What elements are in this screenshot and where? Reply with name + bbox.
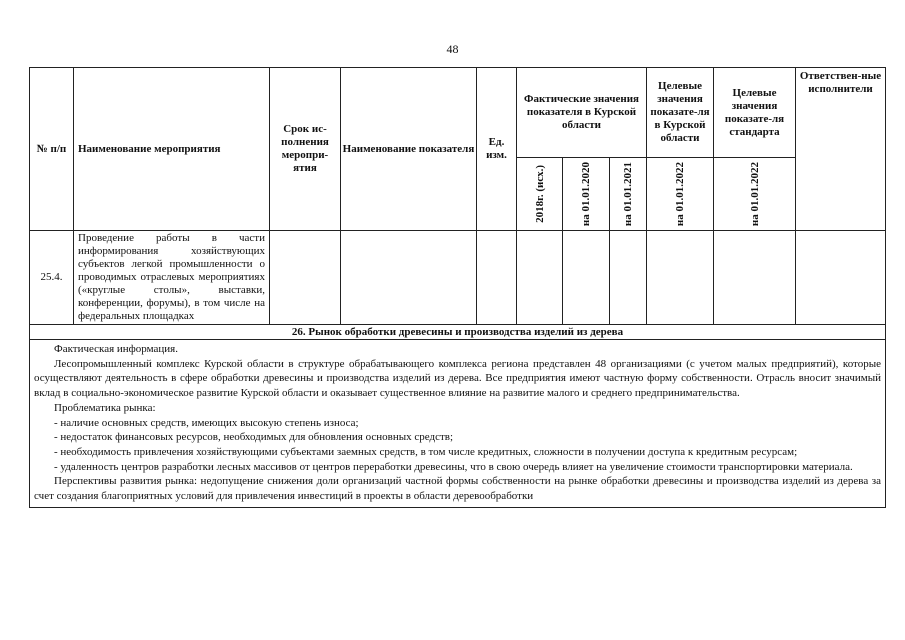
row-empty-cell — [714, 231, 796, 325]
subheader-2020-cell — [563, 158, 610, 231]
header-actual-values: Фактические значения показателя в Курской области — [517, 68, 647, 158]
subheader-2022-region: на 01.01.2022 — [674, 161, 686, 227]
header-target-region: Целевые значения показате-ля в Курской области — [647, 68, 714, 158]
header-indicator: Наименование показателя — [341, 68, 477, 231]
page-number: 48 — [446, 42, 459, 56]
subheader-2022-standard: на 01.01.2022 — [748, 161, 761, 227]
row-empty-cell — [517, 231, 563, 325]
subheader-2021-cell — [610, 158, 647, 231]
row-number: 25.4. — [30, 231, 74, 325]
subheader-2018-cell — [517, 158, 563, 231]
row-empty-cell — [341, 231, 477, 325]
row-empty-cell — [270, 231, 341, 325]
section-title: 26. Рынок обработки древесины и производства изделий из дерева — [30, 325, 886, 340]
measures-table — [29, 67, 886, 508]
paragraph: Лесопромышленный комплекс Курской области в структуре обрабатывающего комплекса региона представлен 48 организациями (с учетом малых предприятий), которые осуществляют деятельность в сфере обработки древесины и производства изделий из дерева. Все предприятия имеют частную форму собственности. Отрасль вносит значимый вклад в социально-экономическое развитие Курской области и оказывает существенное влияние на развитие малого и среднего предпринимательства. — [34, 357, 881, 400]
header-name: Наименование мероприятия — [74, 68, 270, 231]
row-empty-cell — [610, 231, 647, 325]
header-target-standard: Целевые значения показате-ля стандарта — [714, 68, 796, 158]
section-body — [30, 340, 886, 508]
header-unit: Ед. изм. — [477, 68, 517, 231]
subheader-2021: на 01.01.2021 — [622, 161, 634, 227]
row-empty-cell — [477, 231, 517, 325]
subheader-2018: 2018г. (исх.) — [533, 165, 546, 223]
row-empty-cell — [796, 231, 886, 325]
row-empty-cell — [563, 231, 610, 325]
header-num: № п/п — [30, 68, 74, 231]
list-item: - наличие основных средств, имеющих высокую степень износа; — [54, 416, 359, 429]
paragraph: Перспективы развития рынка: недопущение снижения доли организаций частной формы собственности на рынке обработки древесины и производства изделий из дерева за счет создания благоприятных условий для привлечения инвестиций в проекты в области деревообработки — [34, 475, 881, 503]
subheader-2020: на 01.01.2020 — [580, 161, 592, 227]
list-item: - недостаток финансовых ресурсов, необходимых для обновления основных средств; — [54, 431, 454, 444]
header-responsible: Ответствен-ные исполнители — [796, 68, 886, 231]
subheader-2022-standard-cell — [714, 158, 796, 231]
paragraph: Проблематика рынка: — [54, 401, 156, 414]
paragraph: Фактическая информация. — [54, 343, 178, 355]
row-empty-cell — [647, 231, 714, 325]
list-item: - необходимость привлечения хозяйствующими субъектами заемных средств, в том числе кредитных, сложности в получении доступа к кредитным ресурсам; — [54, 445, 798, 458]
subheader-2022-region-cell — [647, 158, 714, 231]
table-row — [30, 231, 886, 325]
header-deadline: Срок ис-полнения меропри-ятия — [270, 68, 341, 231]
list-item: - удаленность центров разработки лесных массивов от центров переработки древесины, что в свою очередь влияет на увеличение стоимости транспортировки материала. — [54, 460, 853, 473]
row-measure-text: Проведение работы в части информирования хозяйствующих субъектов легкой промышленности о проводимых отраслевых мероприятиях («круглые столы», выставки, конференции, форумы), в том числе на федеральных площадках — [74, 231, 270, 325]
